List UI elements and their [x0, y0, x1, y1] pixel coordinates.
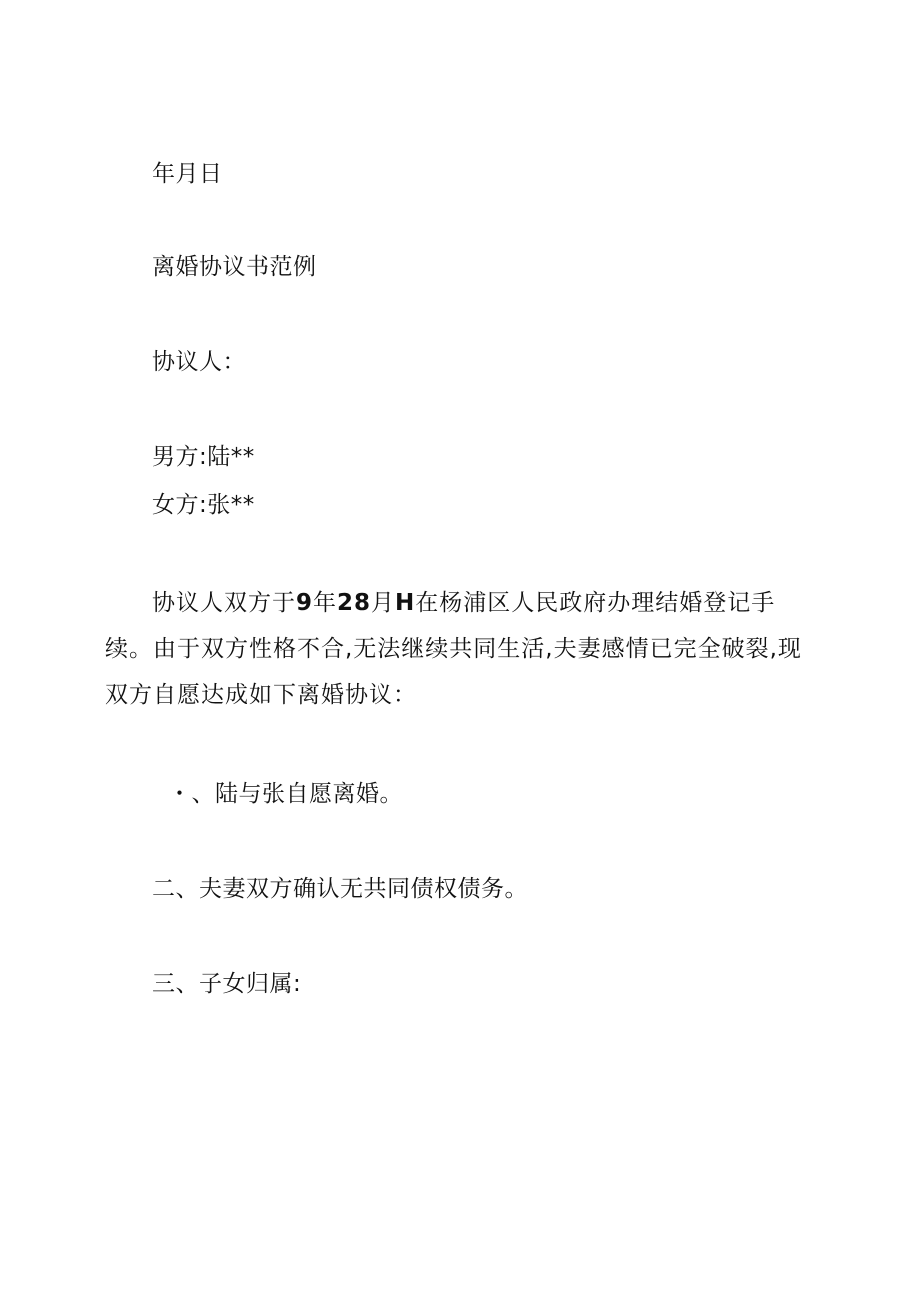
date-line: 年月日 [152, 161, 223, 187]
intro-number-3: H [395, 590, 416, 616]
female-party: 女方:张** [152, 492, 255, 518]
intro-text-4: 在杨浦区人民政府办理结婚登记手续。由于双方性格不合,无法继续共同生活,夫妻感情已完全破裂,现双方自愿达成如下离婚协议： [105, 590, 802, 708]
intro-text-2: 年 [313, 590, 338, 616]
agreement-item-3: 三、子女归属: [152, 971, 302, 997]
agreement-item-1: ・、陆与张自愿离婚。 [168, 781, 403, 807]
intro-number-1: 9 [296, 590, 314, 616]
intro-number-2: 28 [337, 590, 372, 616]
document-title: 离婚协议书范例 [152, 254, 317, 280]
intro-text-3: 月 [371, 590, 396, 616]
parties-label: 协议人： [152, 349, 246, 375]
male-party: 男方:陆** [152, 444, 255, 470]
agreement-item-2: 二、夫妻双方确认无共同债权债务。 [152, 876, 528, 902]
intro-paragraph [105, 580, 805, 718]
intro-text-1: 协议人双方于 [152, 590, 296, 616]
